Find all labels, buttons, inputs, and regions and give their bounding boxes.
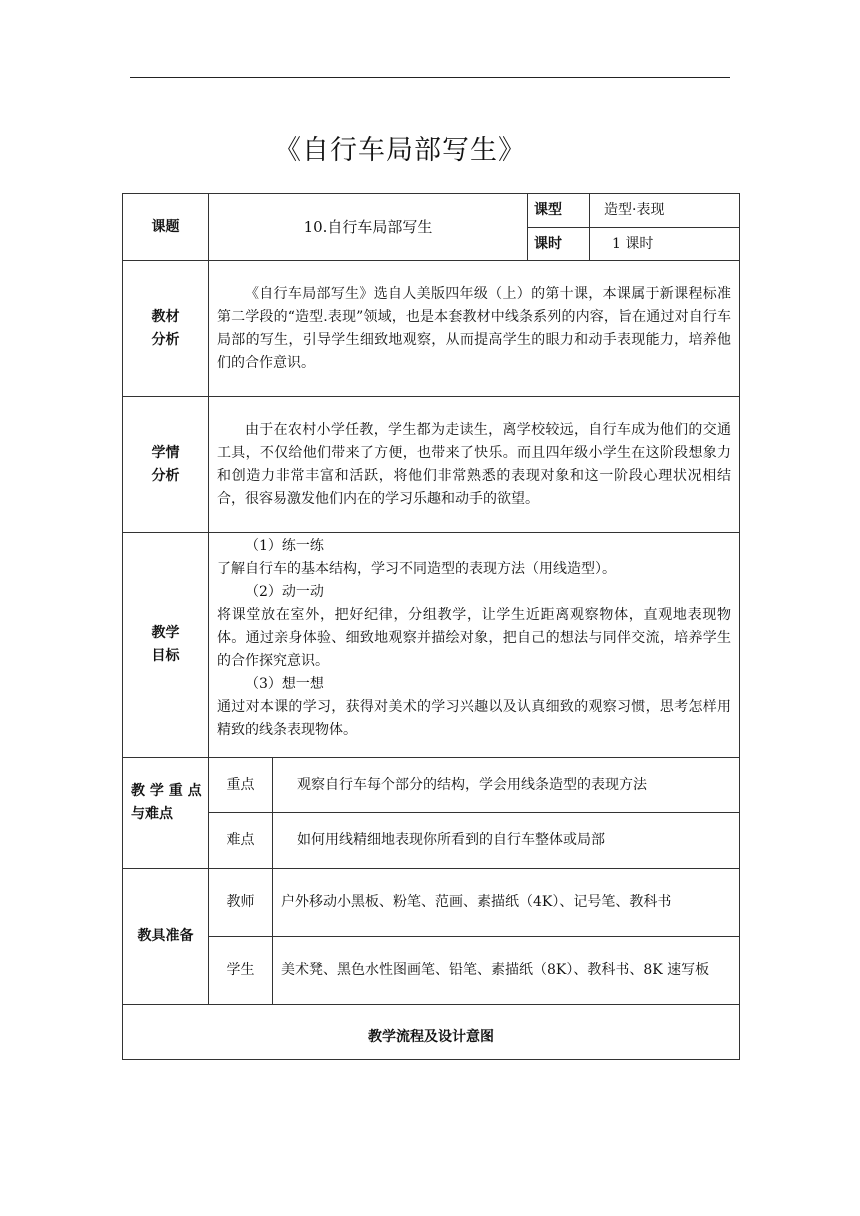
difficulty-text: 如何用线精细地表现你所看到的自行车整体或局部	[273, 813, 740, 869]
student-prep-text: 美术凳、黑色水性图画笔、铅笔、素描纸（8K）、教科书、8K 速写板	[273, 937, 740, 1005]
teaching-goals-text	[209, 533, 740, 758]
student-label-line2: 分析	[151, 467, 180, 484]
document-title: 《自行车局部写生》	[274, 135, 526, 166]
keypoints-label-line2: 与难点	[131, 806, 173, 822]
topic-value: 10.自行车局部写生	[209, 194, 528, 261]
material-label-line2: 分析	[151, 331, 180, 348]
lesson-hours-label: 课时	[528, 228, 590, 261]
goal-heading-3: （3）想一想	[245, 676, 324, 692]
goal-text-3: 通过对本课的学习，获得对美术的学习兴趣以及认真细致的观察习惯，思考怎样用精致的线条表现物体。	[217, 699, 732, 738]
goal-text-1: 了解自行车的基本结构，学习不同造型的表现方法（用线造型）。	[217, 561, 616, 577]
student-prep-label: 学生	[209, 937, 273, 1005]
student-analysis-label	[123, 397, 209, 533]
teaching-flow-heading: 教学流程及设计意图	[123, 1005, 740, 1060]
keypoints-label-line1: 教 学 重 点	[131, 783, 202, 799]
student-label-line1: 学情	[151, 444, 180, 461]
difficulty-label: 难点	[209, 813, 273, 869]
teaching-goals-label	[123, 533, 209, 758]
header-rule	[130, 77, 730, 78]
teacher-prep-text: 户外移动小黑板、粉笔、范画、素描纸（4K）、记号笔、教科书	[273, 869, 740, 937]
lesson-type-label: 课型	[528, 194, 590, 228]
goals-label-line1: 教学	[151, 625, 180, 641]
keypoints-label	[123, 758, 209, 869]
material-analysis-label	[123, 261, 209, 397]
student-analysis-text	[209, 397, 740, 533]
material-analysis-text	[209, 261, 740, 397]
key-point-text: 观察自行车每个部分的结构，学会用线条造型的表现方法	[273, 758, 740, 813]
lesson-hours-value: 1 课时	[590, 228, 740, 261]
goal-heading-1: （1）练一练	[245, 538, 324, 554]
goals-label-line2: 目标	[151, 648, 180, 664]
teaching-prep-label: 教具准备	[123, 869, 209, 1005]
goal-heading-2: （2）动一动	[245, 584, 324, 600]
lesson-type-value: 造型·表现	[590, 194, 740, 228]
lesson-plan-table	[122, 193, 740, 1060]
teacher-prep-label: 教师	[209, 869, 273, 937]
material-paragraph: 《自行车局部写生》选自人美版四年级（上）的第十课，本课属于新课程标准第二学段的“造型.表现”领域，也是本套教材中线条系列的内容，旨在通过对自行车局部的写生，引导学生细致地观察，从而提高学生的眼力和动手表现能力，培养他们的合作意识。	[217, 285, 732, 371]
material-label-line1: 教材	[151, 308, 180, 325]
goal-text-2: 将课堂放在室外，把好纪律，分组教学，让学生近距离观察物体，直观地表现物体。通过亲身体验、细致地观察并描绘对象，把自己的想法与同伴交流，培养学生的合作探究意识。	[217, 607, 732, 669]
key-point-label: 重点	[209, 758, 273, 813]
topic-label: 课题	[123, 194, 209, 261]
student-paragraph: 由于在农村小学任教，学生都为走读生，离学校较远，自行车成为他们的交通工具，不仅给他们带来了方便，也带来了快乐。而且四年级小学生在这阶段想象力和创造力非常丰富和活跃，将他们非常熟悉的表现对象和这一阶段心理状况相结合，很容易激发他们内在的学习乐趣和动手的欲望。	[217, 421, 732, 507]
